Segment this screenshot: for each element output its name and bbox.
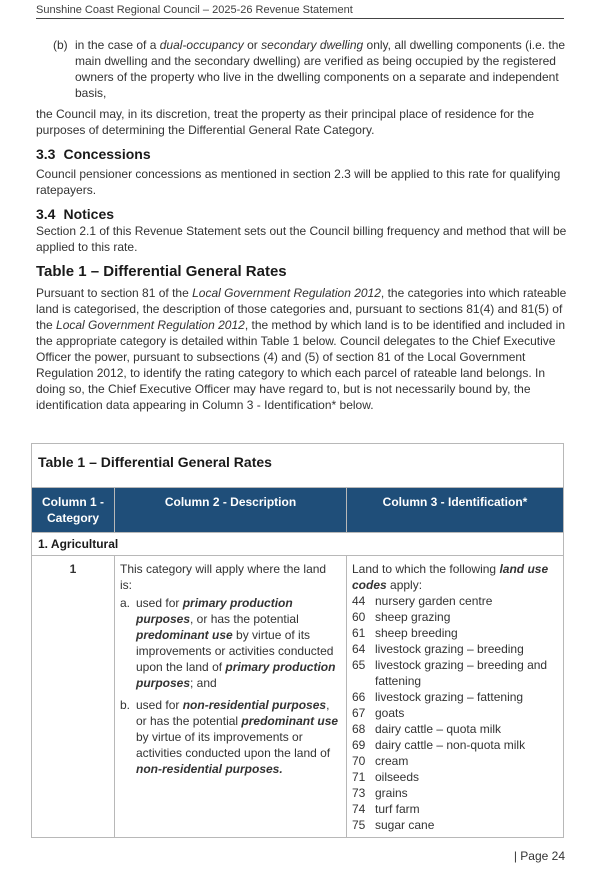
land-use-code-number: 69 (352, 738, 366, 752)
list-marker: a. (120, 596, 131, 610)
section-title: Concessions (63, 146, 151, 162)
list-item (120, 595, 340, 691)
land-use-code-description: cream (375, 754, 409, 768)
differential-rates-table (31, 443, 564, 838)
land-use-code-description: grains (375, 786, 408, 800)
text-run: by virtue of its improvements or activities conducted upon the land of (136, 730, 331, 760)
italic-term: dual-occupancy (159, 38, 244, 52)
section-heading-concessions (36, 145, 568, 163)
identification-intro (352, 561, 557, 593)
bold-italic-term: primary production purposes (136, 596, 293, 626)
land-use-code-item (352, 769, 557, 785)
text-run: apply: (386, 578, 423, 592)
land-use-code-description: oilseeds (375, 770, 420, 784)
body-content (36, 37, 568, 413)
category-number: 1 (32, 556, 115, 838)
land-use-code-item (352, 753, 557, 769)
bold-italic-term: predominant use (136, 628, 233, 642)
category-group-label: 1. Agricultural (32, 533, 564, 556)
list-marker: b. (120, 698, 131, 712)
list-item (120, 697, 340, 777)
text-run: by virtue of its improvements or activities conducted upon the land of (136, 628, 334, 674)
land-use-code-number: 73 (352, 786, 366, 800)
land-use-code-number: 70 (352, 754, 366, 768)
bold-italic-term: non-residential purposes (182, 698, 327, 712)
land-use-code-number: 67 (352, 706, 366, 720)
land-use-code-number: 65 (352, 658, 366, 672)
description-list (120, 595, 340, 777)
land-use-code-number: 66 (352, 690, 366, 704)
land-use-code-description: livestock grazing – breeding and fattening (375, 658, 548, 688)
text-run: in the case of a (75, 38, 160, 52)
land-use-code-list (352, 593, 557, 833)
table1-heading: Table 1 – Differential General Rates (36, 263, 287, 280)
bold-italic-term: predominant use (241, 714, 339, 728)
column-header-description: Column 2 - Description (115, 488, 347, 533)
text-run: , or has the potential (190, 612, 299, 626)
notices-paragraph: Section 2.1 of this Revenue Statement sets out the Council billing frequency and method that will be applied to this rate. (36, 224, 567, 254)
text-run: only, all dwelling components (i.e. the main dwelling and the secondary dwelling) are verified as being occupied by the registered owners of the property who live in the dwelling components on a separate and independent basis, (75, 38, 566, 100)
land-use-code-description: dairy cattle – quota milk (375, 722, 502, 736)
council-discretion-paragraph: the Council may, in its discretion, treat the property as their principal place of residence for the purposes of determining the Differential General Rate Category. (36, 107, 535, 137)
table1-intro-paragraph (36, 285, 568, 413)
column-header-category: Column 1 - Category (32, 488, 115, 533)
bold-italic-term: primary production purposes (136, 660, 336, 690)
table-row (32, 556, 564, 838)
list-marker: (b) (53, 38, 68, 52)
italic-term: secondary dwelling (261, 38, 364, 52)
table-header-row (32, 488, 564, 533)
land-use-code-item (352, 801, 557, 817)
land-use-code-item (352, 657, 557, 689)
text-run: Pursuant to section 81 of the (36, 286, 193, 300)
list-item-text (136, 697, 340, 777)
table-title: Table 1 – Differential General Rates (32, 444, 564, 488)
land-use-code-number: 64 (352, 642, 366, 656)
land-use-code-item (352, 705, 557, 721)
land-use-code-number: 60 (352, 610, 366, 624)
bold-italic-term: non-residential purposes. (136, 762, 283, 776)
land-use-code-item (352, 641, 557, 657)
land-use-code-description: goats (375, 706, 405, 720)
section-number: 3.3 (36, 146, 56, 162)
land-use-code-description: livestock grazing – breeding (375, 642, 524, 656)
land-use-code-item (352, 817, 557, 833)
section-heading-notices (36, 205, 568, 223)
italic-term: Local Government Regulation 2012 (56, 318, 245, 332)
category-description (115, 556, 347, 838)
column-header-identification: Column 3 - Identification* (347, 488, 564, 533)
section-title: Notices (63, 206, 115, 222)
land-use-code-description: sheep grazing (375, 610, 451, 624)
land-use-code-description: turf farm (375, 802, 420, 816)
bold-italic-term: land use codes (352, 562, 549, 592)
land-use-code-item (352, 625, 557, 641)
italic-term: Local Government Regulation 2012 (192, 286, 381, 300)
text-run: used for (136, 596, 183, 610)
land-use-code-item (352, 737, 557, 753)
land-use-code-description: sugar cane (375, 818, 435, 832)
text-run: or (243, 38, 262, 52)
header-rule (36, 18, 564, 19)
land-use-code-item (352, 721, 557, 737)
land-use-code-number: 75 (352, 818, 366, 832)
text-run: used for (136, 698, 183, 712)
page-number: | Page 24 (513, 849, 565, 863)
list-item-b (53, 37, 568, 101)
land-use-code-number: 68 (352, 722, 366, 736)
land-use-code-description: dairy cattle – non-quota milk (375, 738, 526, 752)
section-number: 3.4 (36, 206, 56, 222)
land-use-code-item (352, 609, 557, 625)
text-run: ; and (190, 676, 217, 690)
land-use-code-number: 61 (352, 626, 366, 640)
category-identification (347, 556, 564, 838)
concessions-paragraph: Council pensioner concessions as mentioned in section 2.3 will be applied to this rate for qualifying ratepayers. (36, 167, 561, 197)
text-run: Land to which the following (352, 562, 500, 576)
land-use-code-item (352, 785, 557, 801)
description-intro: This category will apply where the land is: (120, 562, 327, 592)
land-use-code-description: nursery garden centre (375, 594, 493, 608)
category-group-row (32, 533, 564, 556)
land-use-code-number: 71 (352, 770, 366, 784)
running-header: Sunshine Coast Regional Council – 2025-26 Revenue Statement (36, 4, 353, 16)
list-item-text (136, 595, 340, 691)
text-run: , the method by which land is to be identified and included in the appropriate category is detailed within Table 1 below. Council delegates to the Chief Executive Officer the power, pursuant to subsections (4) and (5) of section 81 of the Local Government Regulation 2012, to identify the rating category to which each parcel of rateable land belongs. In doing so, the Chief Executive Officer may have regard to, but is not necessarily bound by, the identification data appearing in Column 3 - Identification* below. (36, 318, 566, 412)
list-item-text (75, 37, 568, 101)
land-use-code-item (352, 689, 557, 705)
text-run: , the categories into which rateable land is categorised, the description of those categories and, pursuant to sections 81(4) and 81(5) of the (36, 286, 567, 332)
text-run: , or has the potential (136, 698, 330, 728)
land-use-code-number: 74 (352, 802, 366, 816)
land-use-code-description: livestock grazing – fattening (375, 690, 524, 704)
land-use-code-item (352, 593, 557, 609)
land-use-code-number: 44 (352, 594, 366, 608)
land-use-code-description: sheep breeding (375, 626, 458, 640)
